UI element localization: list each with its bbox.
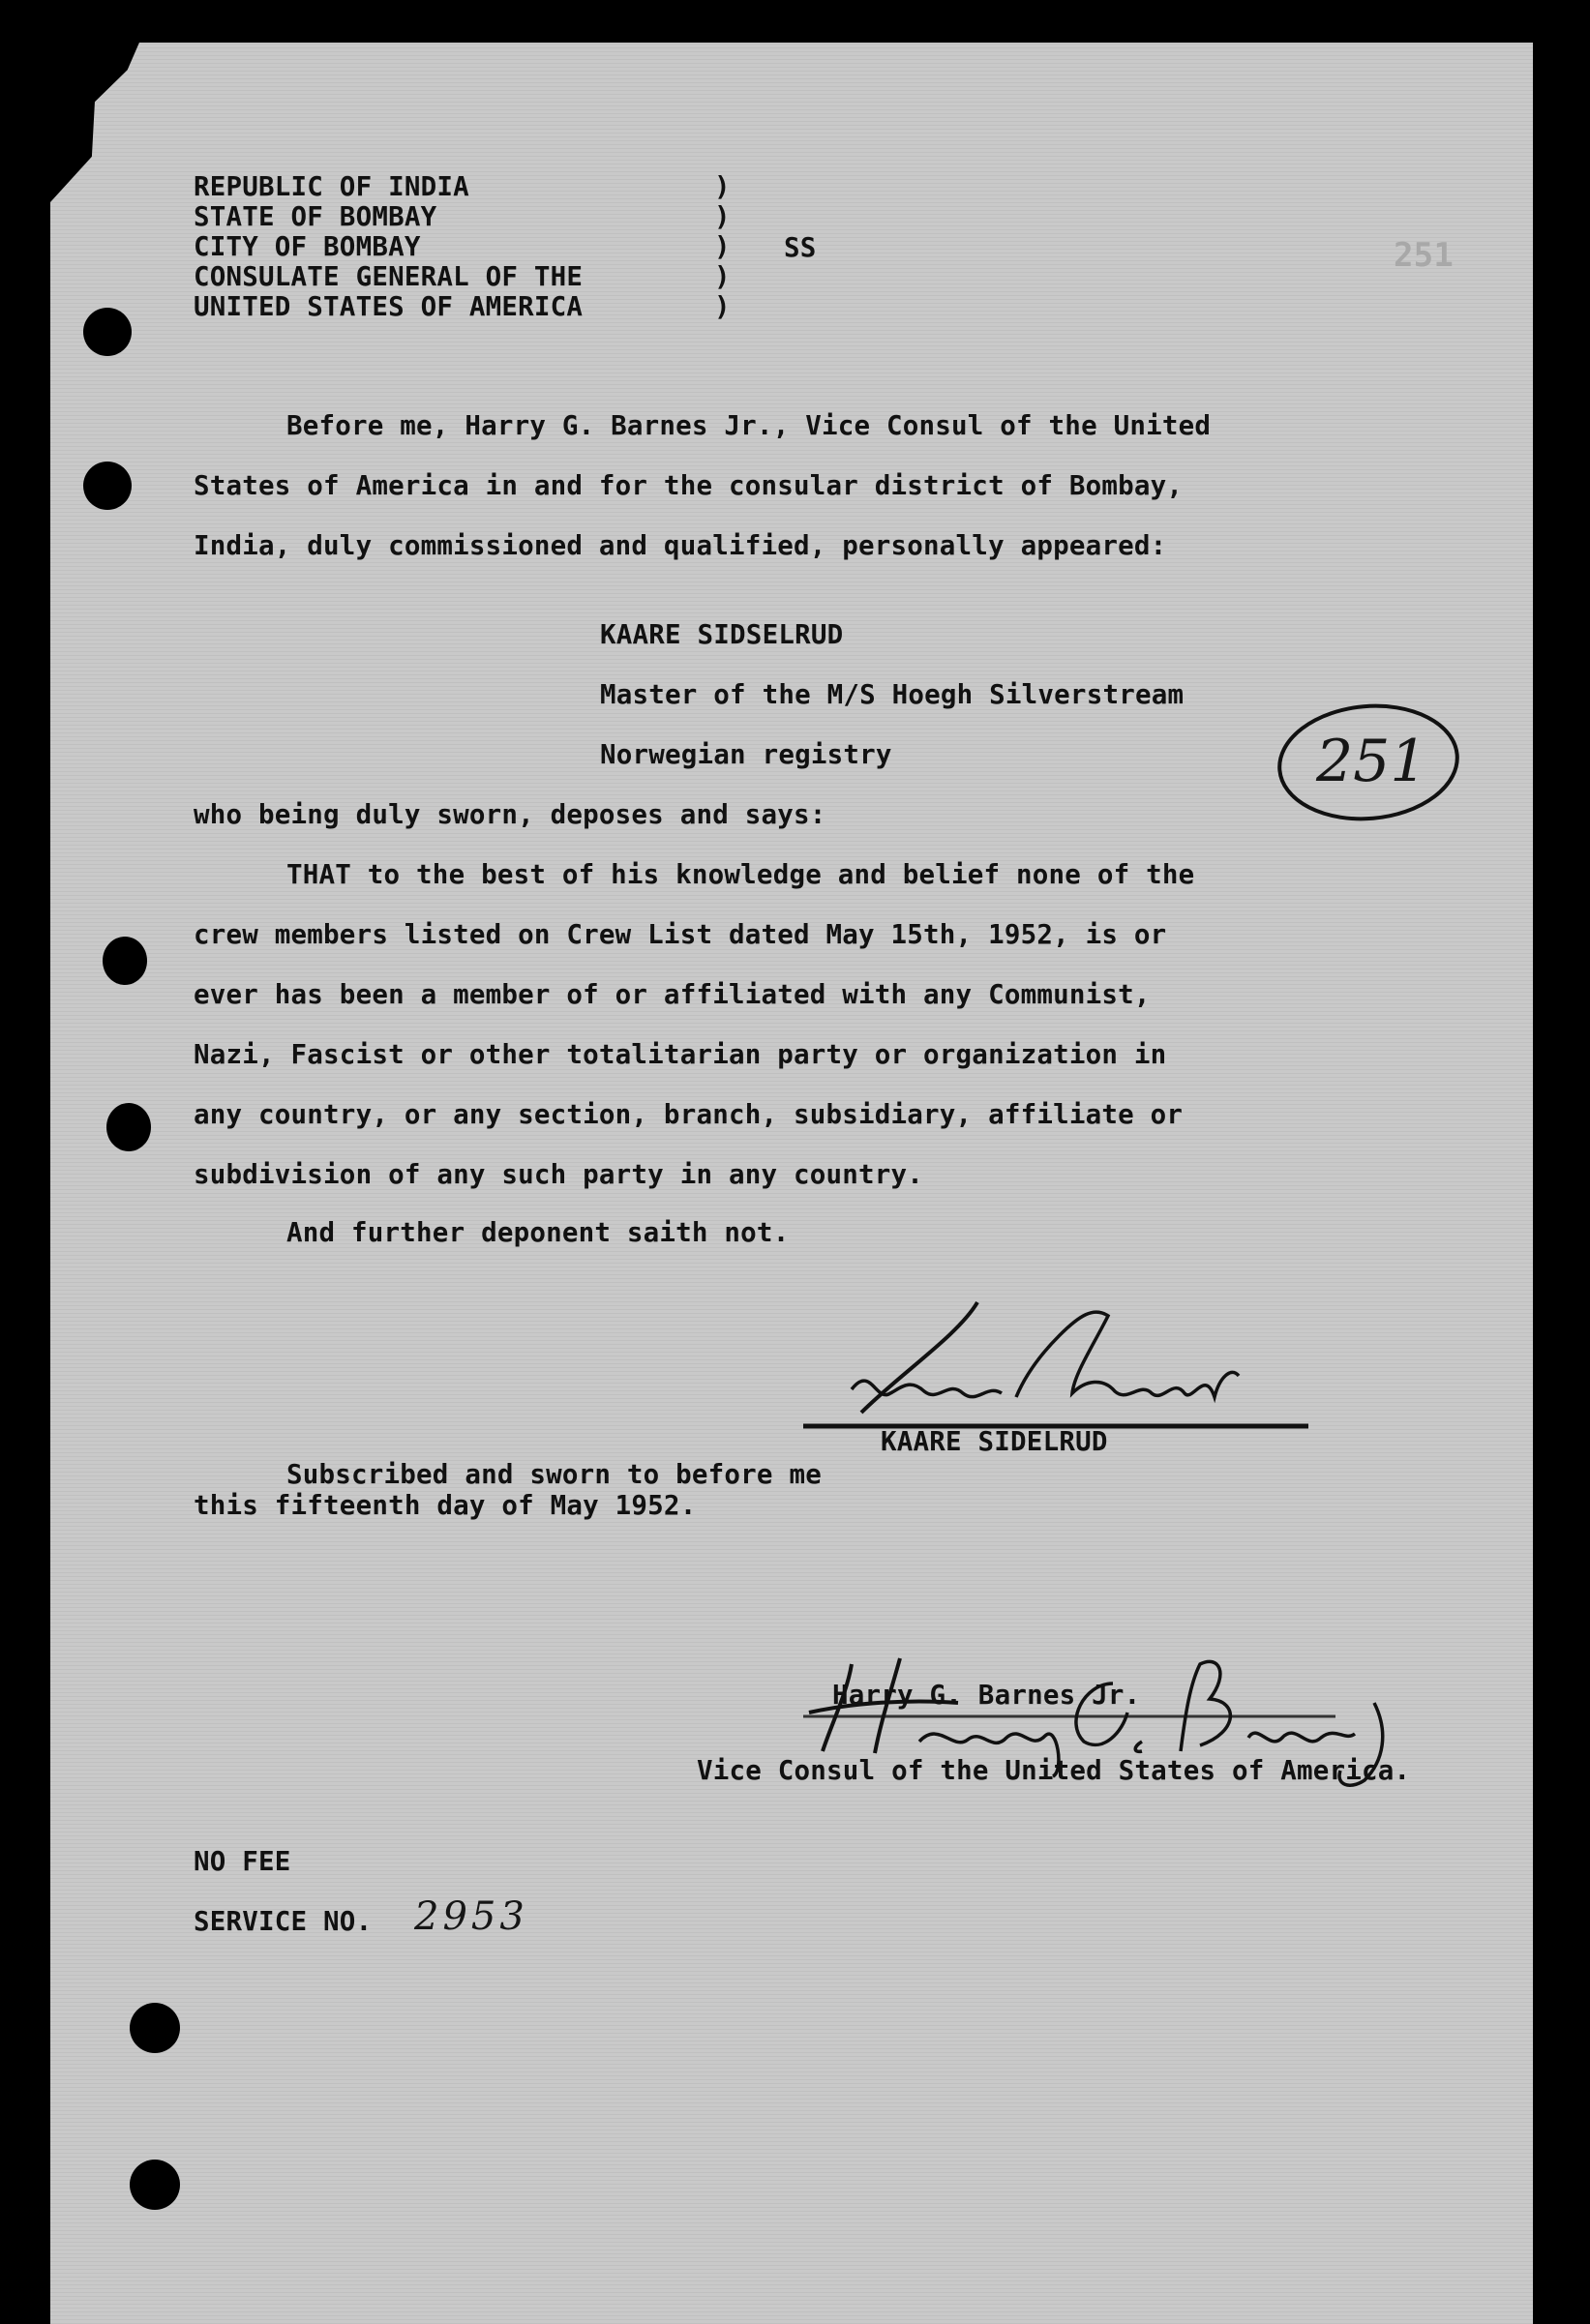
punch-hole xyxy=(130,2160,180,2210)
body-line: THAT to the best of his knowledge and belief none of the xyxy=(286,859,1195,890)
intro-line: India, duly commissioned and qualified, personally appeared: xyxy=(194,530,1167,561)
deponent-signature xyxy=(832,1296,1287,1432)
venue-line: CITY OF BOMBAY xyxy=(194,231,421,262)
service-number: 2953 xyxy=(414,1894,528,1939)
bracket: ) xyxy=(714,171,731,202)
faint-stamp-number: 251 xyxy=(1394,236,1455,275)
punch-hole xyxy=(106,1103,151,1151)
body-line: Nazi, Fascist or other totalitarian party or organization in xyxy=(194,1039,1167,1070)
venue-line: CONSULATE GENERAL OF THE xyxy=(194,261,584,292)
intro-line: States of America in and for the consular district of Bombay, xyxy=(194,470,1184,501)
jurat-line: this fifteenth day of May 1952. xyxy=(194,1490,697,1521)
body-line: subdivision of any such party in any country. xyxy=(194,1159,924,1190)
body-line: any country, or any section, branch, subsidiary, affiliate or xyxy=(194,1099,1184,1130)
venue-block xyxy=(194,172,583,322)
punch-hole xyxy=(83,308,132,356)
circled-number: 251 xyxy=(1316,728,1427,795)
deponent-typed-name: KAARE SIDELRUD xyxy=(881,1426,1108,1457)
deponent-title: Master of the M/S Hoegh Silverstream xyxy=(600,679,1185,710)
closing-line: And further deponent saith not. xyxy=(286,1217,790,1248)
bracket: ) xyxy=(714,291,731,322)
deponent-name: KAARE SIDSELRUD xyxy=(600,619,844,650)
service-label: SERVICE NO. xyxy=(194,1906,373,1937)
consul-title: Vice Consul of the United States of America. xyxy=(697,1755,1411,1786)
venue-line: UNITED STATES OF AMERICA xyxy=(194,291,584,322)
body-line: crew members listed on Crew List dated May 15th, 1952, is or xyxy=(194,919,1167,950)
venue-line: STATE OF BOMBAY xyxy=(194,201,437,232)
fee-line: NO FEE xyxy=(194,1846,291,1877)
bracket: ) xyxy=(714,201,731,232)
venue-brackets xyxy=(714,172,731,322)
punch-hole xyxy=(83,462,132,510)
punch-hole xyxy=(130,2003,180,2053)
sworn-line: who being duly sworn, deposes and says: xyxy=(194,799,826,830)
deponent-registry: Norwegian registry xyxy=(600,739,892,770)
consul-typed-name: Harry G. Barnes Jr. xyxy=(832,1680,1141,1711)
jurat-line: Subscribed and sworn to before me xyxy=(286,1459,822,1490)
bracket: ) xyxy=(714,261,731,292)
punch-hole xyxy=(103,937,147,985)
intro-line: Before me, Harry G. Barnes Jr., Vice Consul of the United xyxy=(286,410,1212,441)
venue-line: REPUBLIC OF INDIA xyxy=(194,171,469,202)
bracket: ) xyxy=(714,231,731,262)
body-line: ever has been a member of or affiliated with any Communist, xyxy=(194,979,1151,1010)
ss-label: SS xyxy=(784,232,817,263)
